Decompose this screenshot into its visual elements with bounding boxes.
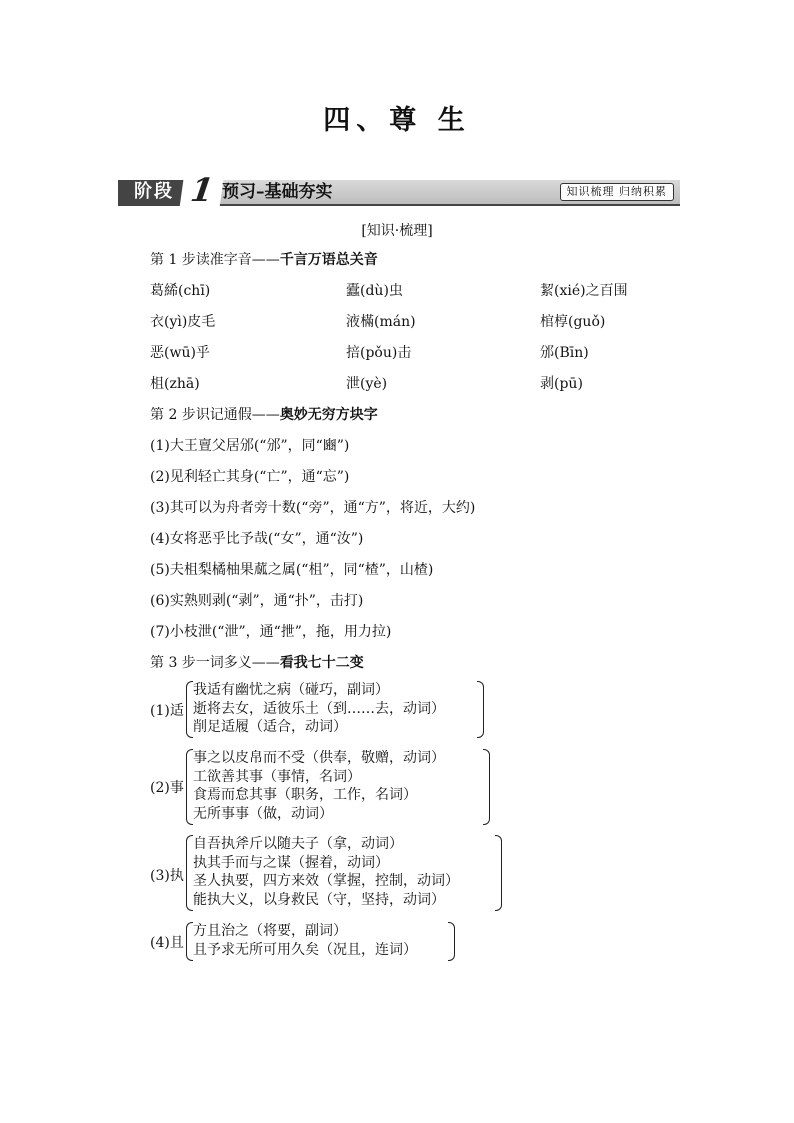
polysemy-item: 圣人执要，四方来效（掌握，控制，动词） [193, 873, 459, 889]
tongjia-item: (4)女将恶乎比予哉(“女”，通“汝”) [150, 531, 364, 547]
pron-item: 衣(yì)皮毛 [150, 314, 216, 330]
pron-item: 柤(zhā) [150, 376, 200, 392]
polysemy-item: 且予求无所可用久矣（况且，连词） [193, 941, 417, 958]
step1-num: 第 1 步 [150, 252, 196, 268]
pron-item: 恶(wū)乎 [150, 345, 210, 361]
pron-item: 掊(pǒu)击 [346, 345, 412, 361]
polysemy-head: (3)执 [150, 868, 184, 884]
polysemy-item: 工欲善其事（事情，名词） [193, 768, 361, 785]
polysemy-head: (2)事 [150, 780, 184, 796]
pron-row [150, 311, 670, 342]
pron-item: 邠(Bīn) [540, 345, 589, 361]
polysemy-item: 能执大义，以身救民（守，坚持，动词） [193, 891, 445, 908]
pron-item: 液樠(mán) [346, 314, 416, 330]
pron-item: 泄(yè) [346, 376, 388, 392]
pron-item: 蠹(dù)虫 [346, 283, 403, 299]
step2-bold: 奥妙无穷方块字 [279, 407, 378, 423]
pron-row [150, 373, 670, 404]
step2-label: 识记通假—— [195, 407, 280, 423]
polysemy-item: 方且治之（将要，副词） [193, 923, 347, 939]
right-brace [495, 835, 502, 911]
left-brace [186, 681, 193, 738]
step1-heading [150, 249, 378, 269]
tongjia-list [150, 435, 475, 652]
step3-bold: 看我七十二变 [279, 655, 364, 671]
tongjia-item: (7)小枝泄(“泄”，通“抴”，拖，用力拉) [150, 624, 392, 640]
pron-item: 葛絺(chī) [150, 283, 211, 299]
tongjia-item: (5)夫柤梨橘柚果蓏之属(“柤”，同“楂”，山楂) [150, 562, 434, 578]
polysemy-items [193, 681, 445, 737]
polysemy-item: 执其手而与之谋（握着，动词） [193, 854, 389, 871]
polysemy-head: (4)且 [150, 935, 184, 951]
polysemy-item: 削足适履（适合，动词） [193, 719, 347, 735]
left-brace [186, 835, 193, 911]
step1-label: 读准字音—— [195, 252, 280, 268]
banner-title: 预习–基础夯实 [222, 182, 333, 202]
polysemy-items [193, 749, 445, 823]
section-banner [118, 171, 680, 209]
page-title: 四、尊 生 [323, 105, 471, 136]
pron-row [150, 342, 670, 373]
polysemy-head: (1)适 [150, 703, 184, 719]
polysemy-item: 逝将去女，适彼乐土（到……去，动词） [193, 700, 445, 717]
right-brace [448, 922, 455, 961]
pronunciation-grid [150, 280, 670, 404]
right-brace [483, 749, 490, 825]
polysemy-items [193, 922, 417, 959]
pron-item: 剥(pū) [540, 376, 583, 392]
polysemy-item: 食焉而怠其事（职务，工作，名词） [193, 787, 417, 803]
banner-stage: 阶段 [118, 180, 190, 204]
polysemy-item: 无所事事（做，动词） [193, 805, 333, 822]
banner-number: 1 [179, 171, 224, 209]
tongjia-item: (2)见利轻亡其身(“亡”，通“忘”) [150, 469, 350, 485]
pron-item: 棺椁(guǒ) [540, 314, 606, 330]
polysemy-item: 我适有幽忧之病（碰巧，副词） [193, 682, 389, 698]
banner-tag: 知识梳理 归纳积累 [560, 183, 675, 201]
left-brace [186, 749, 193, 825]
polysemy-item: 事之以皮帛而不受（供奉，敬赠，动词） [193, 750, 445, 766]
tongjia-item: (6)实熟则剥(“剥”，通“扑”，击打) [150, 593, 364, 609]
polysemy-item: 自吾执斧斤以随夫子（拿，动词） [193, 836, 403, 852]
tongjia-item: (1)大王亶父居邠(“邠”，同“豳”) [150, 438, 350, 454]
right-brace [477, 681, 484, 738]
left-brace [186, 922, 193, 961]
pron-row [150, 280, 670, 311]
step3-label: 一词多义—— [195, 655, 280, 671]
section-subtitle: [知识·梳理] [361, 223, 433, 239]
tongjia-item: (3)其可以为舟者旁十数(“旁”，通“方”，将近，大约) [150, 500, 476, 516]
step2-heading [150, 404, 378, 424]
step3-heading [150, 652, 364, 672]
step2-num: 第 2 步 [150, 407, 196, 423]
step1-bold: 千言万语总关音 [279, 252, 378, 268]
polysemy-items [193, 835, 459, 909]
step3-num: 第 3 步 [150, 655, 196, 671]
pron-item: 絜(xié)之百围 [540, 283, 628, 299]
